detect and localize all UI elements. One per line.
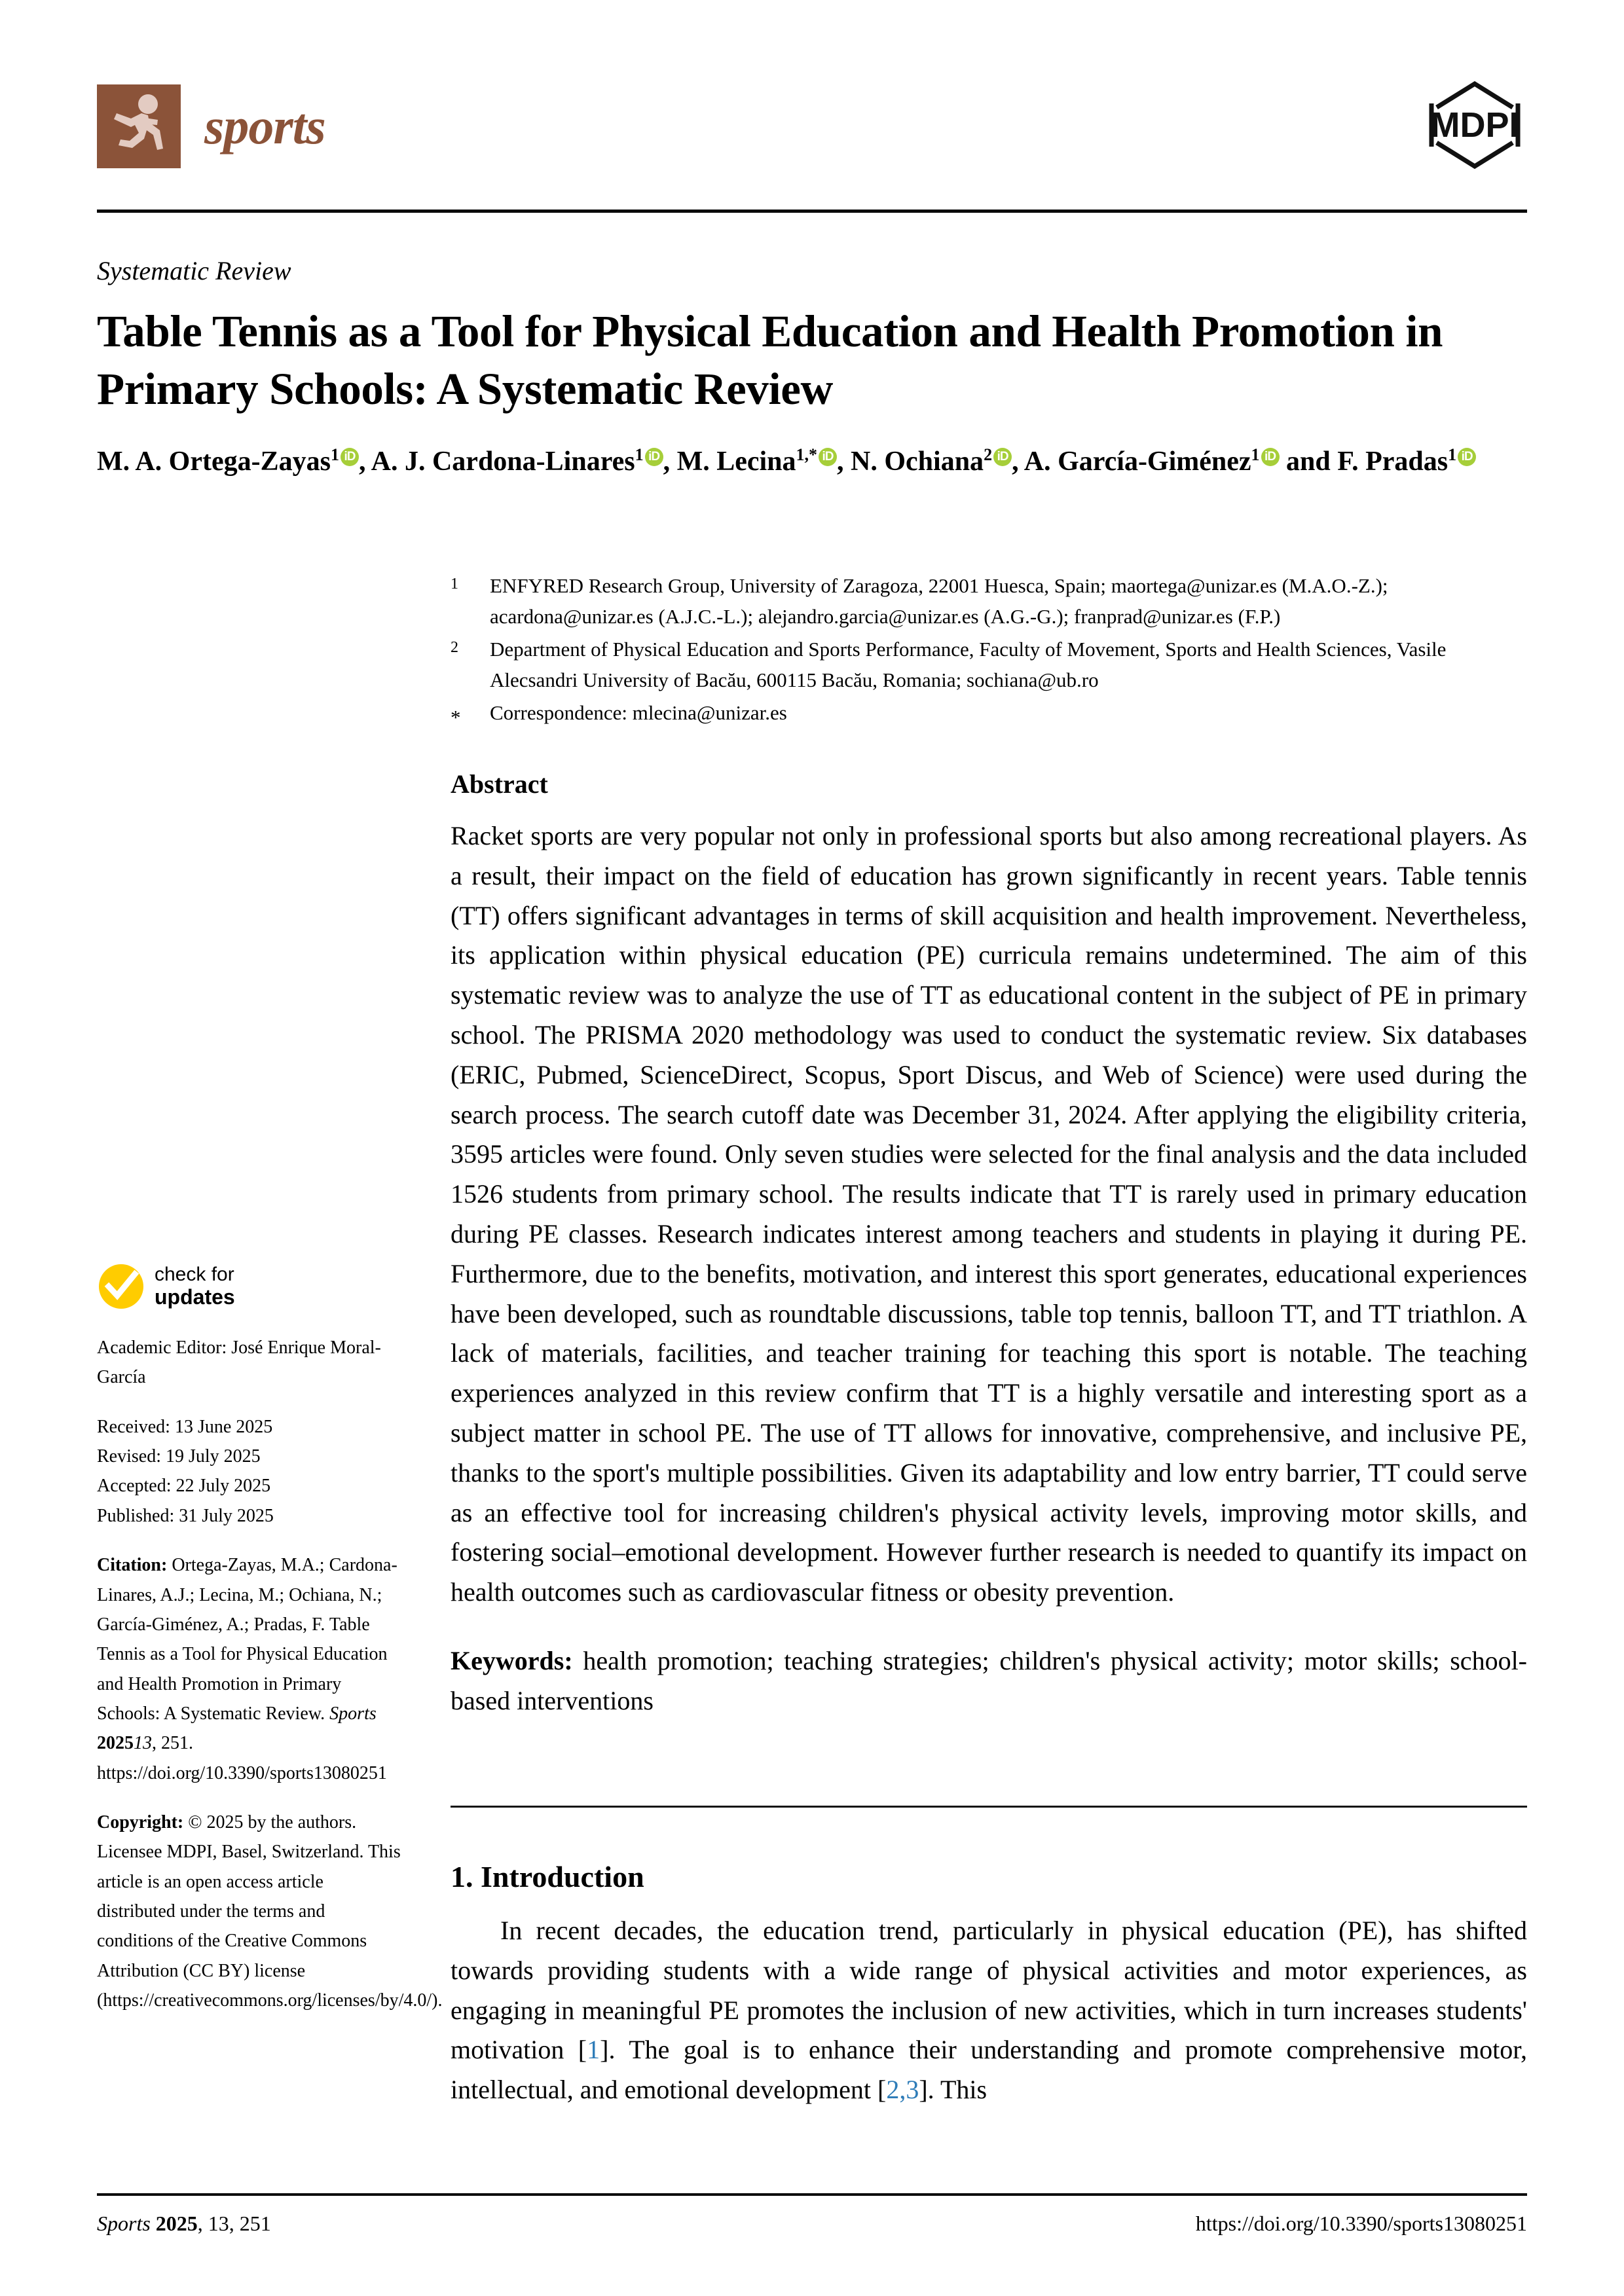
journal-title: sports [204, 98, 325, 155]
date-accepted: Accepted: 22 July 2025 [97, 1476, 271, 1497]
header-divider [97, 210, 1527, 213]
page-title: Table Tennis as a Tool for Physical Education and Health Promotion in Primary Schools: A Systematic Review [97, 306, 1443, 414]
keywords-block [451, 1641, 1527, 1721]
footer-volume-issue: , 13, 251 [197, 2212, 271, 2235]
main-content-column [451, 571, 1527, 1721]
copyright-block [97, 1808, 443, 2016]
metadata-sidebar [97, 1262, 443, 2035]
page-header [97, 84, 1527, 169]
footer-journal: Sports [97, 2212, 151, 2235]
orcid-icon[interactable]: iD [341, 448, 359, 466]
citation-block [97, 1550, 405, 1788]
citation-label: Citation: [97, 1555, 168, 1576]
affiliation-text: Department of Physical Education and Sports Performance, Faculty of Movement, Sports and Health Sciences, Vasile Alecsandri University of Bacău, 600115 Bacău, Romania; sochiana@ub.ro [490, 638, 1447, 691]
abstract-text: Racket sports are very popular not only in professional sports but also among recreational players. As a result, their impact on the field of education has grown significantly in recent years. Table tennis (TT) offers significant advantages in terms of skill acquisition and health improvement. Nevertheless, its application within physical education (PE) curricula remains undetermined. The aim of this systematic review was to analyze the use of TT as educational content in the subject of PE in primary school. The PRISMA 2020 methodology was used to conduct the systematic review. Six databases (ERIC, Pubmed, ScienceDirect, Scopus, Sport Discus, and Web of Science) were used during the search process. The search cutoff date was December 31, 2024. After applying the eligibility criteria, 3595 articles were found. Only seven studies were selected for the final analysis and the data included 1526 students from primary school. The results indicate that TT is rarely used in primary education during PE classes. Research indicates interest among teachers and students in playing it during PE. Furthermore, due to the benefits, motivation, and interest this sport generates, educational experiences have been developed, such as roundtable discussions, table top tennis, balloon TT, and TT triathlon. A lack of materials, facilities, and teacher training for teaching this sport is notable. The teaching experiences analyzed in this review confirm that TT is a highly versatile and interesting sport as a subject matter in school PE. The use of TT allows for innovative, comprehensive, and inclusive PE, thanks to the sport's multiple possibilities. Given its adaptability and low entry barrier, TT could serve as an effective tool for increasing children's physical activity levels, improving motor skills, and fostering social–emotional development. However further research is needed to quantify its impact on health outcomes such as cardiovascular fitness or obesity prevention. [451, 821, 1527, 1607]
date-received: Received: 13 June 2025 [97, 1416, 273, 1437]
author-name: M. A. Ortega-Zayas [97, 446, 331, 477]
footer-year: 2025 [155, 2212, 198, 2235]
citation-journal: Sports [329, 1703, 377, 1724]
citation-tail: , 251. https://doi.org/10.3390/sports13080251 [97, 1733, 387, 1783]
author-affiliation-marker: 1,* [796, 445, 818, 464]
running-figure-icon [97, 84, 181, 168]
correspondence-row [451, 698, 1527, 733]
citation-authors: Ortega-Zayas, M.A.; Cardona-Linares, A.J.; Lecina, M.; Ochiana, N.; García-Giménez, A.; Pradas, F. Table Tennis as a Tool for Physical Education and Health Promotion in Primary Schools: A Systematic Review. [97, 1555, 397, 1724]
citation-text [97, 1550, 405, 1788]
updates-line-2: updates [155, 1285, 235, 1309]
keywords-label: Keywords: [451, 1645, 573, 1675]
author-affiliation-marker: 1 [635, 445, 644, 464]
copyright-body: © 2025 by the authors. Licensee MDPI, Basel, Switzerland. This article is an open access article distributed under the terms and conditions of the Creative Commons Attribution (CC BY) license (https://creativecommons.org/licenses/by/4.0/). [97, 1812, 443, 2011]
copyright-text [97, 1808, 443, 2016]
author-list: M. A. Ortega-Zayas$^1$ iD , A. J. Cardona-Linares$^1$ iD , M. Lecina$^{1,*}$ iD , N. Ochiana$^2$ iD , A. García-Giménez$^1$ iD and F. Pradas$^1$ iD [97, 442, 1527, 482]
citation-link-1[interactable]: 1 [587, 2035, 600, 2065]
introduction-paragraph [451, 1911, 1527, 2110]
keywords-values: health promotion; teaching strategies; children's physical activity; motor skills; school-based interventions [451, 1645, 1527, 1715]
intro-text-part1: In recent decades, the education trend, particularly in physical education (PE), has shifted towards providing students with a wide range of physical activities and motor experiences, as engaging in meaningful PE promotes the inclusion of new activities, which in turn increases students' motivation [ [451, 1916, 1527, 2065]
affiliation-row [451, 571, 1527, 632]
check-for-updates-badge[interactable] [97, 1262, 405, 1311]
author-name: N. Ochiana [851, 446, 984, 477]
date-revised: Revised: 19 July 2025 [97, 1446, 261, 1467]
svg-text:MDPI: MDPI [1430, 105, 1519, 145]
orcid-icon[interactable]: iD [993, 448, 1012, 466]
correspondence-text: Correspondence: mlecina@unizar.es [490, 701, 787, 724]
author-affiliation-marker: 1 [330, 445, 339, 464]
check-for-updates-label [155, 1264, 235, 1309]
citation-year: 2025 [97, 1733, 134, 1754]
introduction-section [451, 1859, 1527, 2110]
orcid-icon[interactable]: iD [1261, 448, 1280, 466]
author-name: A. García-Giménez [1024, 446, 1251, 477]
journal-branding [97, 84, 325, 168]
affiliation-text: ENFYRED Research Group, University of Zaragoza, 22001 Huesca, Spain; maortega@unizar.es (M.A.O.-Z.); acardona@unizar.es (A.J.C.-L.); alejandro.garcia@unizar.es (A.G.-G.); franprad@unizar.es (F.P.) [490, 574, 1388, 628]
abstract-divider [451, 1806, 1527, 1808]
academic-editor-text: Academic Editor: José Enrique Moral-García [97, 1338, 381, 1388]
introduction-heading: 1. Introduction [451, 1860, 644, 1893]
abstract-heading: Abstract [451, 769, 548, 799]
date-published: Published: 31 July 2025 [97, 1505, 274, 1526]
footer-doi[interactable]: https://doi.org/10.3390/sports13080251 [1195, 2212, 1527, 2235]
citation-volume: 13 [134, 1733, 152, 1754]
citation-link-2[interactable]: 2,3 [886, 2075, 919, 2105]
orcid-icon[interactable]: iD [1458, 448, 1476, 466]
affiliation-marker: 2 [451, 639, 458, 656]
copyright-label: Copyright: [97, 1812, 184, 1833]
title-block [97, 255, 1527, 482]
academic-editor-block [97, 1333, 405, 1393]
page-footer [97, 2212, 1527, 2236]
article-type: Systematic Review [97, 256, 291, 285]
author-name: M. Lecina [676, 446, 796, 477]
affiliation-marker: 1 [451, 575, 458, 592]
footer-citation [97, 2212, 271, 2236]
author-name: and F. Pradas [1286, 446, 1449, 477]
author-affiliation-marker: 1 [1448, 445, 1457, 464]
mdpi-hexagon-logo [1422, 76, 1527, 177]
author-affiliation-marker: 2 [984, 445, 993, 464]
author-affiliation-marker: 1 [1251, 445, 1260, 464]
affiliations-block [451, 571, 1527, 733]
check-for-updates-icon [97, 1262, 145, 1311]
correspondence-marker: * [451, 706, 461, 729]
updates-line-1: check for [155, 1264, 234, 1286]
author-name: A. J. Cardona-Linares [371, 446, 635, 477]
orcid-icon[interactable]: iD [819, 448, 837, 466]
footer-divider [97, 2193, 1527, 2196]
intro-text-part3: ]. This [919, 2075, 987, 2105]
intro-text-part2: ]. The goal is to enhance their understanding and promote comprehensive motor, intellectual, and emotional development [ [451, 2035, 1528, 2105]
affiliation-row [451, 634, 1527, 695]
orcid-icon[interactable]: iD [645, 448, 663, 466]
publication-dates-block [97, 1412, 405, 1531]
